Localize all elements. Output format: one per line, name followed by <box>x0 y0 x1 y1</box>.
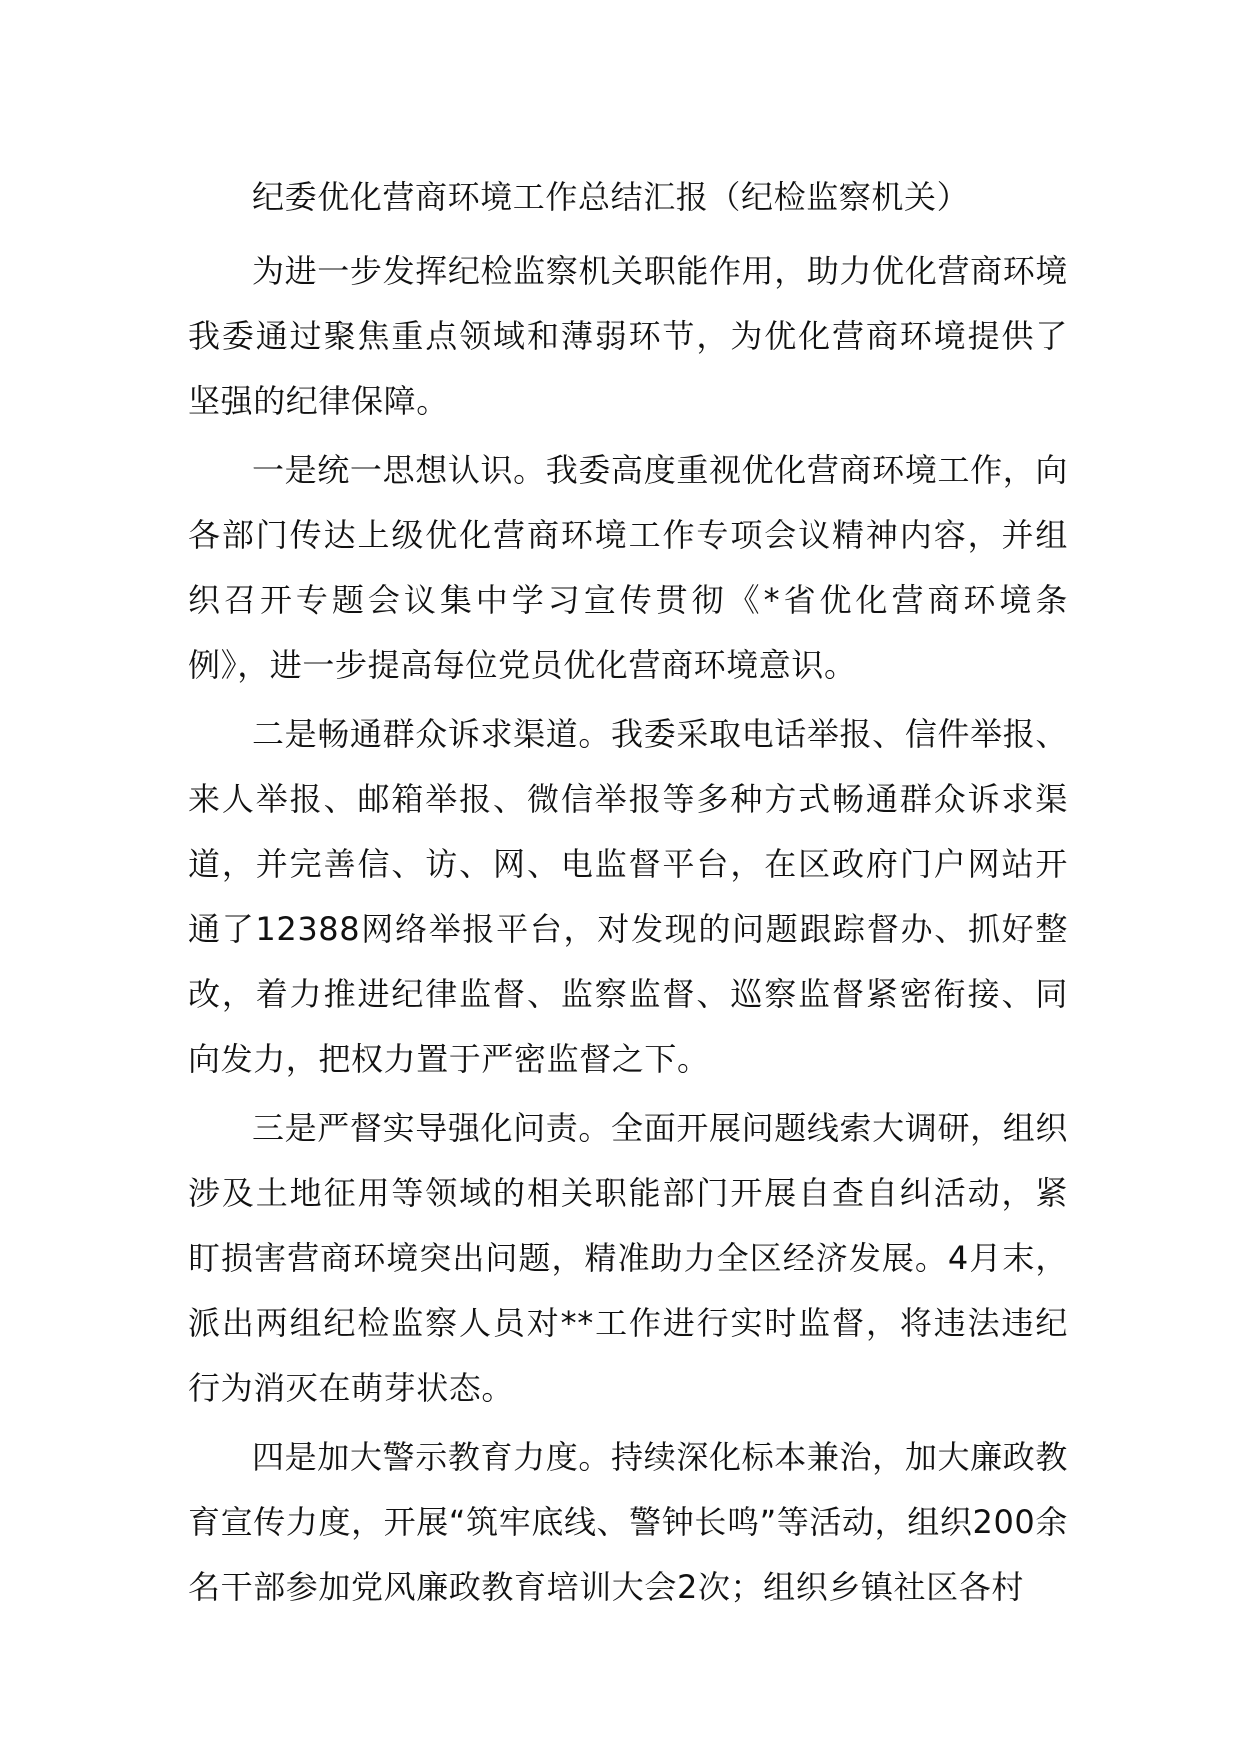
paragraph-warning-education: 四是加大警示教育力度。持续深化标本兼治，加大廉政教育宣传力度，开展“筑牢底线、警钟长鸣”等活动，组织200余名干部参加党风廉政教育培训大会2次；组织乡镇社区各村 <box>188 1438 1068 1606</box>
paragraph-unify-thinking: 一是统一思想认识。我委高度重视优化营商环境工作，向各部门传达上级优化营商环境工作专项会议精神内容，并组织召开专题会议集中学习宣传贯彻《*省优化营商环境条例》，进一步提高每位党员优化营商环境意识。 <box>188 451 1068 684</box>
paragraph-complaint-channels: 二是畅通群众诉求渠道。我委采取电话举报、信件举报、来人举报、邮箱举报、微信举报等多种方式畅通群众诉求渠道，并完善信、访、网、电监督平台，在区政府门户网站开通了12388网络举报平台，对发现的问题跟踪督办、抓好整改，着力推进纪律监督、监察监督、巡察监督紧密衔接、同向发力，把权力置于严密监督之下。 <box>188 715 1068 1078</box>
document-title: 纪委优化营商环境工作总结汇报（纪检监察机关） <box>252 178 970 216</box>
intro-paragraph: 为进一步发挥纪检监察机关职能作用，助力优化营商环境我委通过聚焦重点领域和薄弱环节，为优化营商环境提供了坚强的纪律保障。 <box>188 252 1068 420</box>
paragraph-supervision-accountability: 三是严督实导强化问责。全面开展问题线索大调研，组织涉及土地征用等领域的相关职能部门开展自查自纠活动，紧盯损害营商环境突出问题，精准助力全区经济发展。4月末，派出两组纪检监察人员对**工作进行实时监督，将违法违纪行为消灭在萌芽状态。 <box>188 1109 1068 1407</box>
document-page <box>188 165 1068 1624</box>
